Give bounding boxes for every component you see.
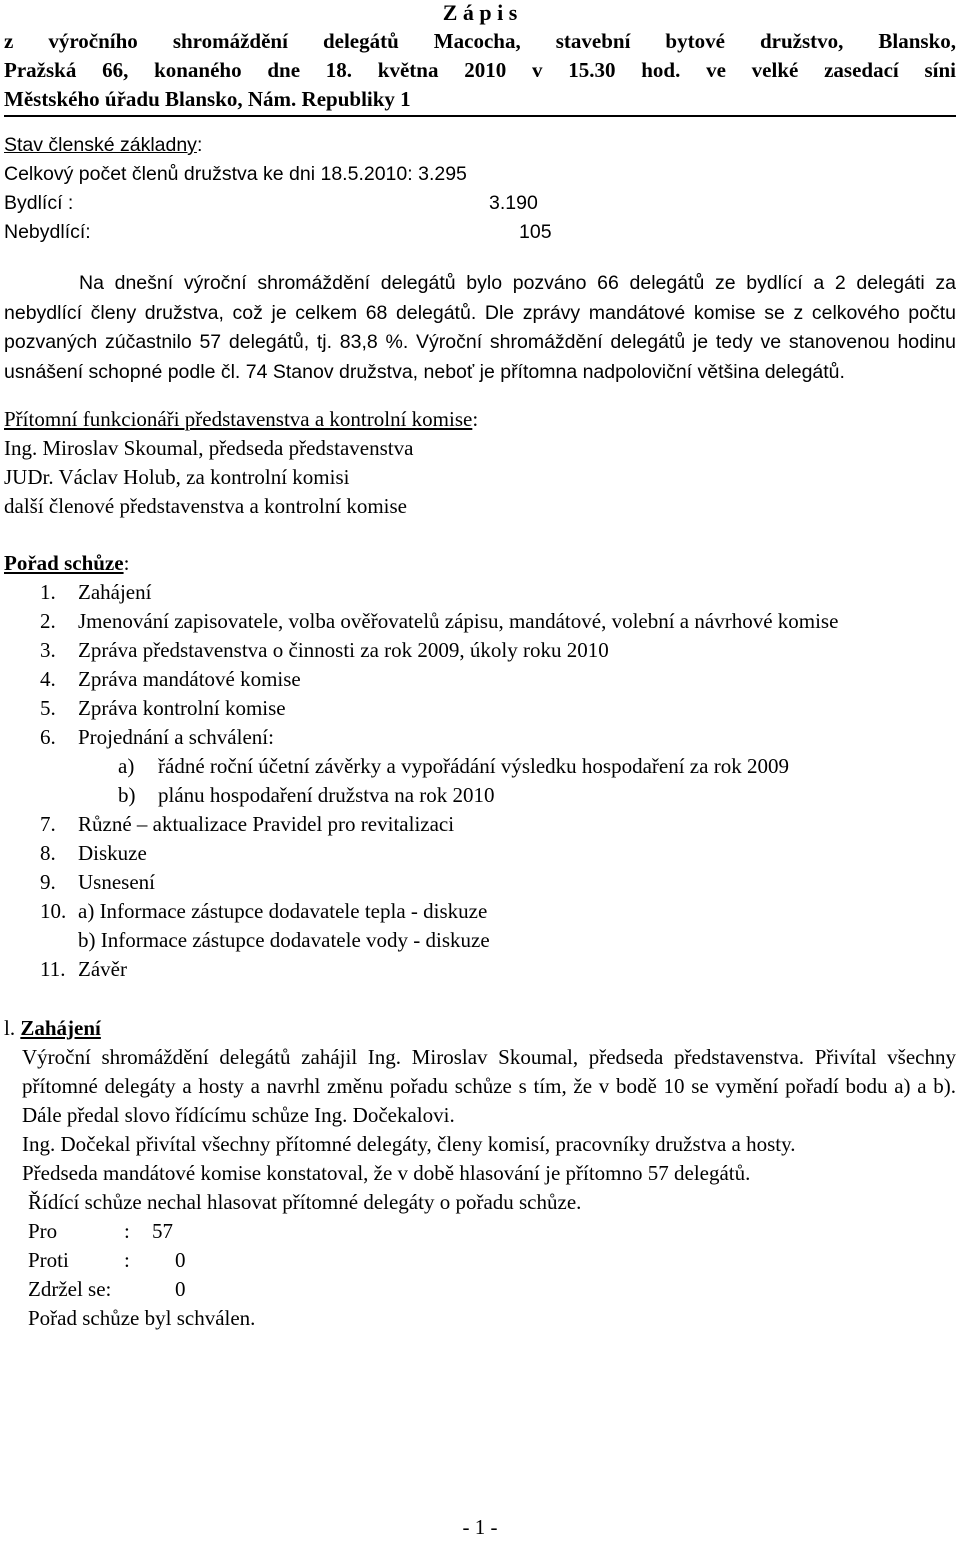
agenda-heading: Pořad schůze: <box>4 551 130 575</box>
agenda-item: 1. Zahájení <box>40 580 152 604</box>
nonresident-members-row: Nebydlící: 105 <box>4 221 552 243</box>
agenda-item: 11. Závěr <box>40 957 127 981</box>
document-header <box>4 27 956 117</box>
membership-heading: Stav členské základny: <box>4 134 203 156</box>
agenda-subitem: a) řádné roční účetní závěrky a vypořádání výsledku hospodaření za rok 2009 <box>118 754 789 778</box>
section-opening <box>4 1014 956 1333</box>
agenda-item: 3. Zpráva představenstva o činnosti za rok 2009, úkoly roku 2010 <box>40 638 609 662</box>
vote-row-abstain: Zdržel se: 0 <box>28 1277 186 1301</box>
agenda-item: 8. Diskuze <box>40 841 147 865</box>
document-page <box>4 0 956 1333</box>
agenda-item: b) Informace zástupce dodavatele vody - diskuze <box>78 928 490 952</box>
vote-result: Pořad schůze byl schválen. <box>28 1306 256 1330</box>
header-line-3: Městského úřadu Blansko, Nám. Republiky 1 <box>4 85 956 117</box>
document-title: Z á p i s <box>442 0 518 25</box>
page-number: - 1 - <box>462 1515 498 1539</box>
section-opening-heading: l. Zahájení <box>4 1016 101 1040</box>
agenda-section <box>4 549 956 984</box>
opening-paragraph: Řídící schůze nechal hlasovat přítomné delegáty o pořadu schůze. <box>28 1190 582 1214</box>
agenda-item: 6. Projednání a schválení: <box>40 725 274 749</box>
official-line: další členové představenstva a kontrolní komise <box>4 494 407 518</box>
header-line-1: z výročního shromáždění delegátů Macocha, stavební bytové družstvo, Blansko, <box>4 29 956 53</box>
resident-members-row: Bydlící : 3.190 <box>4 192 538 214</box>
agenda-item: 7. Různé – aktualizace Pravidel pro revitalizaci <box>40 812 455 836</box>
agenda-item: 5. Zpráva kontrolní komise <box>40 696 286 720</box>
intro-paragraph: Na dnešní výroční shromáždění delegátů bylo pozváno 66 delegátů ze bydlící a 2 delegáti za nebydlící členy družstva, což je celkem 68 delegátů. Dle zprávy mandátové komise se z celkového počtu pozvaných zúčastnilo 57 delegátů, tj. 83,8 %. Výroční shromáždění delegátů je tedy ve stanovenou hodinu usnášení schopné podle čl. 74 Stanov družstva, neboť je přítomna nadpoloviční většina delegátů. <box>4 272 956 383</box>
officials-heading: Přítomní funkcionáři představenstva a kontrolní komise: <box>4 407 479 431</box>
opening-paragraph: Předseda mandátové komise konstatoval, že v době hlasování je přítomno 57 delegátů. <box>22 1161 751 1185</box>
agenda-item: 10. a) Informace zástupce dodavatele tepla - diskuze <box>40 899 488 923</box>
official-line: JUDr. Václav Holub, za kontrolní komisi <box>4 465 350 489</box>
vote-row-against: Proti : 0 <box>28 1248 186 1272</box>
agenda-item: 2. Jmenování zapisovatele, volba ověřovatelů zápisu, mandátové, volební a návrhové komise <box>40 609 839 633</box>
official-line: Ing. Miroslav Skoumal, předseda představenstva <box>4 436 414 460</box>
header-line-2: Pražská 66, konaného dne 18. května 2010 v 15.30 hod. ve velké zasedací síni <box>4 58 956 82</box>
agenda-item: 9. Usnesení <box>40 870 155 894</box>
opening-paragraph: Výroční shromáždění delegátů zahájil Ing. Miroslav Skoumal, předseda představenstva. Přivítal všechny přítomné delegáty a hosty a navrhl změnu pořadu schůze s tím, že v bodě 10 se vymění pořadí bodu a) a b). Dále předal slovo řídícímu schůze Ing. Dočekalovi. <box>22 1045 956 1127</box>
opening-paragraph: Ing. Dočekal přivítal všechny přítomné delegáty, členy komisí, pracovníky družstva a hosty. <box>22 1132 796 1156</box>
agenda-item: 4. Zpráva mandátové komise <box>40 667 301 691</box>
officials-section <box>4 405 956 521</box>
vote-row-for: Pro : 57 <box>28 1219 173 1243</box>
total-members-row: Celkový počet členů družstva ke dni 18.5.2010: 3.295 <box>4 163 467 185</box>
membership-section <box>4 131 956 247</box>
agenda-subitem: b) plánu hospodaření družstva na rok 2010 <box>118 783 495 807</box>
